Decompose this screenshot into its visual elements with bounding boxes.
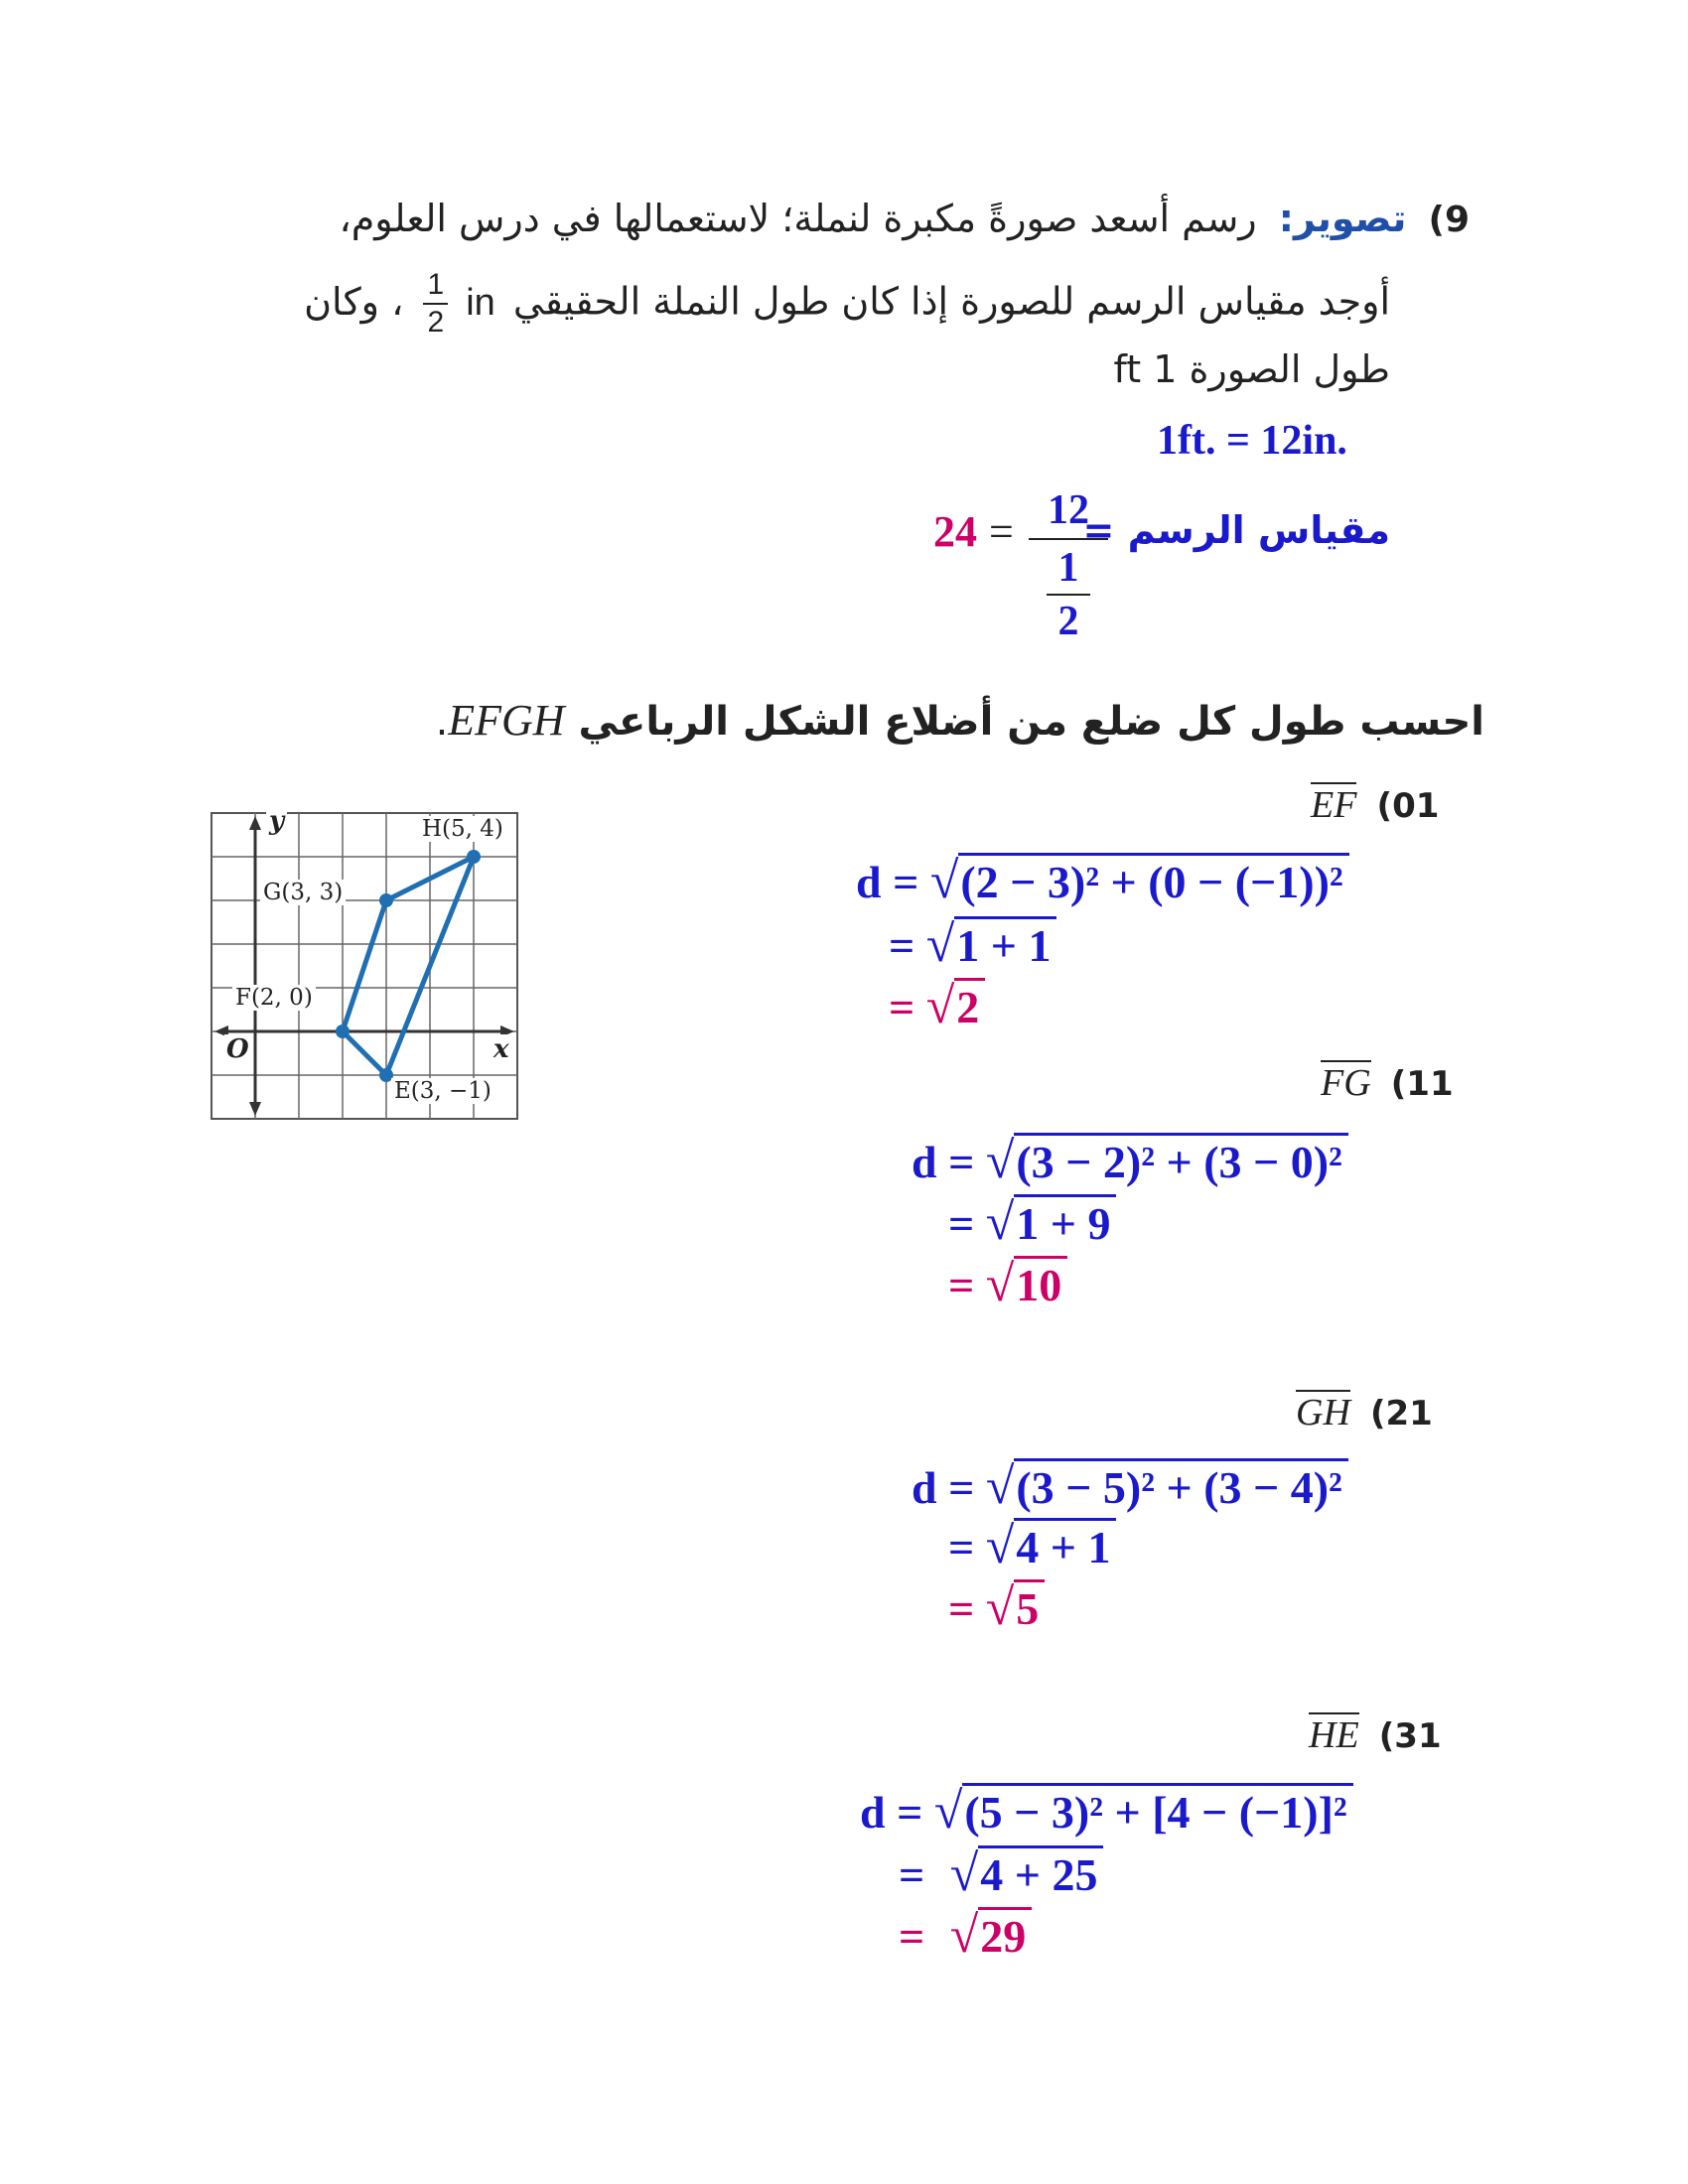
q9-text-line1: رسم أسعد صورةً مكبرة لنملة؛ لاستعمالها في درس العلوم، — [339, 197, 1257, 240]
problem-10-line1 — [856, 852, 1349, 910]
q9-scale-den-num: 1 — [1057, 545, 1079, 591]
point-label-g: G(3, 3) — [260, 880, 346, 905]
coordinate-graph — [211, 806, 518, 1120]
q9-result: 24 — [933, 507, 977, 556]
eq-sign: = — [899, 1911, 925, 1962]
problem-12-header — [1296, 1390, 1433, 1434]
d-label: d — [912, 1462, 937, 1513]
radicand: 1 + 9 — [1014, 1194, 1116, 1250]
d-label: d — [856, 857, 882, 907]
q9-half-den: 2 — [423, 303, 448, 338]
q9-half-fraction — [423, 270, 448, 338]
radicand: 4 + 25 — [978, 1845, 1103, 1901]
point-label-f: F(2, 0) — [232, 985, 316, 1011]
problem-12-line1 — [912, 1457, 1348, 1516]
sqrt-sign: √ — [925, 978, 955, 1034]
segment-gh: GH — [1296, 1392, 1350, 1433]
problem-11-line3 — [948, 1255, 1067, 1313]
problem-13-line2 — [899, 1844, 1103, 1903]
instruction — [436, 695, 1484, 746]
eq-sign: = — [899, 1849, 925, 1900]
problem-13-header — [1309, 1712, 1442, 1757]
q9-keyword: تصوير: — [1278, 197, 1407, 240]
sqrt-sign: √ — [949, 1845, 979, 1902]
q9-scale-equation — [933, 486, 1400, 645]
problem-11-line2 — [948, 1193, 1116, 1252]
problem-13-line1 — [860, 1782, 1353, 1841]
sqrt-sign: √ — [985, 1133, 1015, 1189]
eq-sign: = — [889, 920, 915, 971]
x-axis-label: x — [491, 1034, 512, 1064]
eq-sign: = — [897, 1787, 923, 1838]
point-label-h: H(5, 4) — [419, 816, 506, 842]
sqrt-sign: √ — [985, 1579, 1015, 1636]
q9-text-line2b: ، وكان — [304, 279, 404, 324]
sqrt-sign: √ — [985, 1518, 1015, 1574]
problem-12-line3 — [948, 1578, 1045, 1637]
problem-12-line2 — [948, 1517, 1116, 1575]
problem-10-line2 — [889, 915, 1056, 974]
eq-sign: = — [893, 857, 919, 907]
point-label-e: E(3, −1) — [391, 1078, 494, 1104]
q9-line2 — [304, 270, 1390, 338]
radicand: 1 + 1 — [954, 916, 1056, 972]
sqrt-sign: √ — [933, 1783, 963, 1840]
q9-eq-sign-1: = — [989, 507, 1014, 556]
problem-13-line3 — [899, 1906, 1032, 1965]
radicand: (2 − 3)² + (0 − (−1))² — [958, 853, 1348, 908]
d-label: d — [912, 1137, 937, 1187]
sqrt-sign: √ — [929, 853, 959, 909]
radicand: (3 − 2)² + (3 − 0)² — [1014, 1133, 1348, 1188]
problem-10-line3 — [889, 977, 985, 1035]
sqrt-sign: √ — [985, 1256, 1015, 1312]
vertex-g — [379, 893, 393, 907]
eq-sign: = — [948, 1260, 975, 1310]
q9-scale-den-den: 2 — [1057, 599, 1079, 644]
q9-conversion: 1ft. = 12in. — [1157, 418, 1347, 464]
problem-11-number: 11) — [1390, 1064, 1454, 1104]
q9-line1 — [339, 197, 1470, 240]
sqrt-sign: √ — [925, 916, 955, 973]
q9-text-line2a: أوجد مقياس الرسم للصورة إذا كان طول النملة الحقيقي — [512, 279, 1390, 324]
problem-11-line1 — [912, 1132, 1348, 1190]
y-axis-label: y — [266, 806, 287, 836]
eq-sign: = — [948, 1583, 975, 1634]
problem-12-number: 12) — [1369, 1394, 1433, 1433]
problem-10-header — [1311, 782, 1439, 827]
radicand: 4 + 1 — [1014, 1518, 1116, 1573]
q9-unit: in — [466, 281, 495, 324]
d-label: d — [860, 1787, 886, 1838]
eq-sign: = — [948, 1462, 975, 1513]
instruction-text: احسب طول كل ضلع من أضلاع الشكل الرباعي — [578, 699, 1484, 745]
radicand: 29 — [978, 1907, 1032, 1963]
q9-number: 9) — [1428, 200, 1470, 240]
graph-svg — [211, 812, 518, 1120]
sqrt-sign: √ — [949, 1907, 979, 1964]
vertex-f — [336, 1024, 350, 1038]
problem-10-number: 10) — [1376, 786, 1440, 826]
eq-sign: = — [948, 1137, 975, 1187]
q9-scale-num: 12 — [1048, 487, 1089, 533]
instruction-shape: EFGH — [448, 696, 565, 745]
vertex-h — [467, 850, 481, 864]
q9-line3: طول الصورة 1 ft — [1113, 347, 1390, 391]
radicand: (3 − 5)² + (3 − 4)² — [1014, 1458, 1348, 1514]
problem-13-number: 13) — [1378, 1716, 1442, 1756]
segment-ef: EF — [1311, 784, 1357, 826]
radicand: (5 − 3)² + [4 − (−1)]² — [962, 1783, 1352, 1839]
radicand: 5 — [1014, 1579, 1045, 1635]
q9-scale-label: مقياس الرسم = — [1082, 508, 1390, 552]
eq-sign: = — [889, 982, 915, 1032]
eq-sign: = — [948, 1198, 975, 1249]
q9-half-num: 1 — [427, 268, 445, 301]
origin-label: O — [226, 1034, 249, 1064]
segment-he: HE — [1309, 1714, 1359, 1756]
radicand: 10 — [1014, 1256, 1067, 1311]
problem-11-header — [1321, 1060, 1454, 1105]
sqrt-sign: √ — [985, 1194, 1015, 1251]
segment-fg: FG — [1321, 1062, 1371, 1104]
radicand: 2 — [954, 978, 985, 1033]
sqrt-sign: √ — [985, 1458, 1015, 1515]
instruction-period: . — [435, 699, 449, 745]
eq-sign: = — [948, 1522, 975, 1572]
